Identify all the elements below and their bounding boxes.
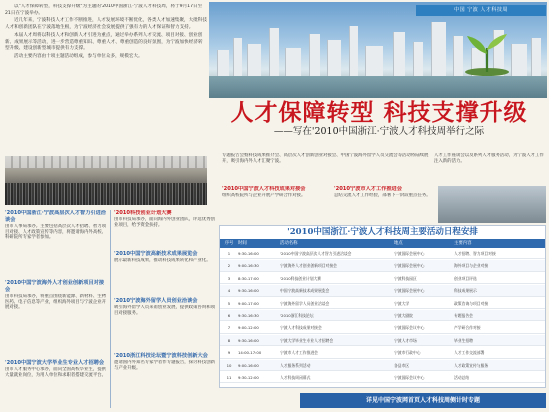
table-cell: 10: [226, 362, 232, 368]
table-cell: 产学研合作对接: [454, 325, 481, 331]
table-cell: 4: [227, 288, 231, 294]
table-cell: 8:30-17:00: [238, 275, 259, 281]
table-cell: 9:30-16:00: [238, 251, 259, 256]
section-text: 邀请国内外知名专家学者作专题报告，探讨科技创新与产业升级。: [114, 360, 215, 371]
building: [285, 48, 301, 78]
table-row: [220, 248, 545, 259]
table-cell: 9:30-12:00: [238, 375, 259, 380]
building: [531, 38, 541, 78]
table-cell: 创业项目评选: [454, 275, 477, 281]
table-cell: 6: [227, 313, 231, 318]
table-cell: 人才招聘、智力项目对接: [454, 251, 496, 256]
table-cell: 宁波国际会展中心: [394, 251, 425, 256]
column-divider: [110, 210, 111, 408]
table-cell: 9:00-16:30: [238, 263, 259, 269]
section-title: '2010科技创业计划大赛: [114, 210, 172, 216]
headline: 人才保障转型 科技支撑升级: [230, 99, 528, 126]
section-title: '2010中国浙江·宁波高层次人才智力引进洽谈会: [5, 210, 106, 223]
section-title: '2010中国宁波海外人才创业创新项目对接会: [5, 280, 105, 293]
body-text-right: 人才工作座谈会以及系列人才服务活动，为宁波人才工作注入新的活力。: [434, 153, 544, 164]
section-title: '2010宁波市人才工作推进会: [334, 186, 402, 192]
schedule-title: '2010中国浙江·宁波人才科技周主要活动日程安排: [287, 227, 478, 237]
section-title: '2010中国宁波高新技术成果展览会: [114, 251, 198, 257]
table-row: [220, 372, 545, 383]
table-row: [220, 260, 545, 271]
table-cell: 14:00-17:00: [238, 350, 262, 356]
middle-column: [114, 210, 216, 410]
building: [349, 26, 358, 78]
schedule-header: [220, 239, 545, 248]
exhibition-hall-photo: [5, 156, 207, 205]
table-cell: 宁波大学: [394, 300, 410, 306]
intro-paragraph: 活动主要内容由十项主题活动组成，参与单位众多，规模宏大。: [14, 53, 143, 59]
building: [233, 38, 242, 78]
table-cell: 各县市区: [394, 362, 410, 368]
crowd: [5, 183, 207, 205]
table-cell: 科技成果展示: [454, 288, 477, 294]
section-text: 组织高校院所与企业开展产学研合作对接。: [222, 193, 306, 198]
header-cell: 主要内容: [454, 241, 472, 246]
table-cell: 宁波人才科技成果对接会: [280, 325, 322, 331]
table-cell: 2: [227, 263, 231, 269]
section-title: '2010浙江科技论坛暨宁波科技创新大会: [114, 353, 208, 359]
intro-paragraph: 本届人才周将以科技人才和创新人才引进为重点，通过举办系列人才交流、项目对接、创业创新、成果展示等活动，进一步营造尊重知识、尊重人才、尊重创造的良好氛围，为宁波加快经济转型升级、建设创新型城市提供有力支撑。: [5, 32, 203, 52]
building: [309, 34, 320, 78]
table-cell: 8: [227, 337, 231, 343]
table-cell: 9:00-12:00: [238, 325, 259, 331]
table-cell: 9:30-16:00: [238, 288, 259, 294]
building: [413, 42, 423, 78]
table-cell: '2010浙江科技论坛: [280, 313, 314, 318]
table-row: [220, 298, 545, 309]
table-cell: 9: [227, 350, 231, 356]
table-cell: 毕业生招聘: [454, 337, 473, 343]
building: [217, 50, 229, 78]
section-title: '2010中国宁波人才科技成果对接会: [222, 186, 306, 192]
table-cell: 宁波市行政中心: [394, 350, 421, 356]
header-cell: 序号: [224, 241, 234, 246]
table-cell: '2010中国宁波高层次人才智力引进洽谈会: [280, 251, 352, 256]
table-cell: 海外项目与企业对接: [454, 263, 489, 269]
table-row: [220, 310, 545, 321]
table-cell: 宁波市人才工作推进会: [280, 350, 318, 356]
river: [209, 76, 547, 98]
building: [247, 44, 261, 78]
table-row: [220, 273, 545, 284]
header-cell: 时间: [238, 241, 247, 246]
table-cell: 9:00-16:00: [238, 362, 259, 368]
banner-tag: 中国 宁波 人才科技周: [416, 5, 546, 16]
intro-paragraph: 以"人才保障转型，科技支撑升级"为主题的'2010中国浙江·宁波人才科技周，将于9月17日至21日在宁波举办。: [5, 4, 203, 16]
table-row: [220, 347, 545, 358]
right-column-a: [222, 186, 330, 224]
table-cell: 宁波人才市场: [394, 337, 417, 343]
building: [431, 22, 446, 78]
building: [269, 28, 279, 78]
section-text: 吸引海外留学人员来甬创业发展，提供政策咨询和项目对接服务。: [114, 305, 215, 316]
table-cell: 人才科技周闭幕式: [280, 375, 311, 380]
table-cell: 专题报告会: [454, 313, 473, 318]
hall-roof: [5, 156, 207, 168]
section-text: 由市人才服务中心承办，面向全国高校毕业生，提供大量就业岗位，为用人单位和求职者搭建交流平台。: [5, 367, 106, 378]
intro-text: [5, 4, 207, 154]
header-cell: 地点: [394, 241, 403, 246]
building: [365, 46, 383, 78]
footer-banner[interactable]: 详见中国宁波网首页人才科技周侧计时专题: [300, 393, 546, 408]
building: [393, 32, 405, 78]
sprout-icon: [457, 32, 517, 76]
section-text: 由市科技局承办，将重点围绕新能源、新材料、生物医药、电子信息等产业，组织海外项目与宁波企业开展对接。: [5, 294, 106, 311]
table-cell: 人才工作交流部署: [454, 350, 485, 356]
right-column-b: [334, 186, 434, 224]
table-cell: 中国宁波高新技术成果展览会: [280, 288, 330, 294]
section-title: '2010宁波海外留学人员创业洽谈会: [114, 298, 198, 304]
event-photo: [438, 186, 546, 223]
table-cell: 宁波科技园区: [394, 275, 417, 281]
table-cell: 人才服务系列活动: [280, 362, 311, 368]
section-text: 总结交流人才工作经验，部署下一阶段重点任务。: [334, 193, 431, 198]
table-cell: 11: [226, 375, 232, 380]
table-cell: 宁波国际会议中心: [394, 325, 425, 331]
left-column: [5, 210, 108, 410]
table-row: [220, 335, 545, 346]
table-cell: '2010科技创业计划大赛: [280, 275, 322, 281]
table-cell: 宁波国际会议中心: [394, 375, 425, 380]
table-cell: 9:30-16:30: [238, 313, 259, 318]
table-cell: 人才政策宣传与服务: [454, 362, 489, 368]
table-cell: 宁波国际会展中心: [394, 288, 425, 294]
section-text: 由市人事局承办。主要包括高层次人才招聘、智力项目对接、人才政策宣传等内容，将邀请海内外高校、科研院所专家学者参加。: [5, 224, 106, 241]
skyline-banner: [209, 2, 547, 98]
table-cell: 活动总结: [454, 375, 470, 380]
table-cell: 3: [227, 275, 231, 281]
intro-paragraph: 近几年来，宁波科技人才工作不断推进，人才发展环境不断优化，各类人才加速集聚，大批科技人才和创新团队在宁波落地生根，为宁波经济社会发展提供了强有力的人才保证和智力支持。: [5, 18, 207, 31]
section-text: 由市科技局承办，面向海内外创业团队，评选优秀创业项目，给予资金扶持。: [114, 217, 215, 228]
header-cell: 活动名称: [280, 241, 298, 246]
table-cell: 政策咨询与项目对接: [454, 300, 489, 306]
table-cell: 宁波海外人才创业创新项目对接会: [280, 263, 337, 269]
schedule-table: [219, 225, 546, 388]
table-cell: 1: [227, 251, 231, 256]
section-text: 展示最新科技成果，推动科技成果转化和产业化。: [114, 258, 211, 263]
table-cell: 7: [227, 325, 231, 331]
table-cell: 9:00-17:00: [238, 300, 259, 306]
table-cell: 宁波国际会展中心: [394, 263, 425, 269]
table-row: [220, 322, 545, 333]
table-row: [220, 360, 545, 371]
table-row: [220, 285, 545, 296]
table-cell: 宁波海外留学人员创业洽谈会: [280, 300, 330, 306]
building: [327, 40, 341, 78]
subheadline: ——写在'2010中国浙江·宁波人才科技周举行之际: [273, 126, 485, 137]
section-title: '2010中国宁波大学毕业生专业人才招聘会: [5, 360, 105, 366]
table-cell: 9:30-16:00: [238, 337, 259, 343]
table-cell: 5: [227, 300, 231, 306]
table-cell: 宁波大剧院: [394, 313, 413, 318]
body-text-lead: 专题报告会暨科技成果推介会、高层次人才创新创业对接会、中国宁波海外留学人员交流会等活动将陆续展开，吸引海内外人才汇聚宁波。: [222, 153, 429, 164]
table-cell: 宁波大学毕业生专业人才招聘会: [280, 337, 334, 343]
